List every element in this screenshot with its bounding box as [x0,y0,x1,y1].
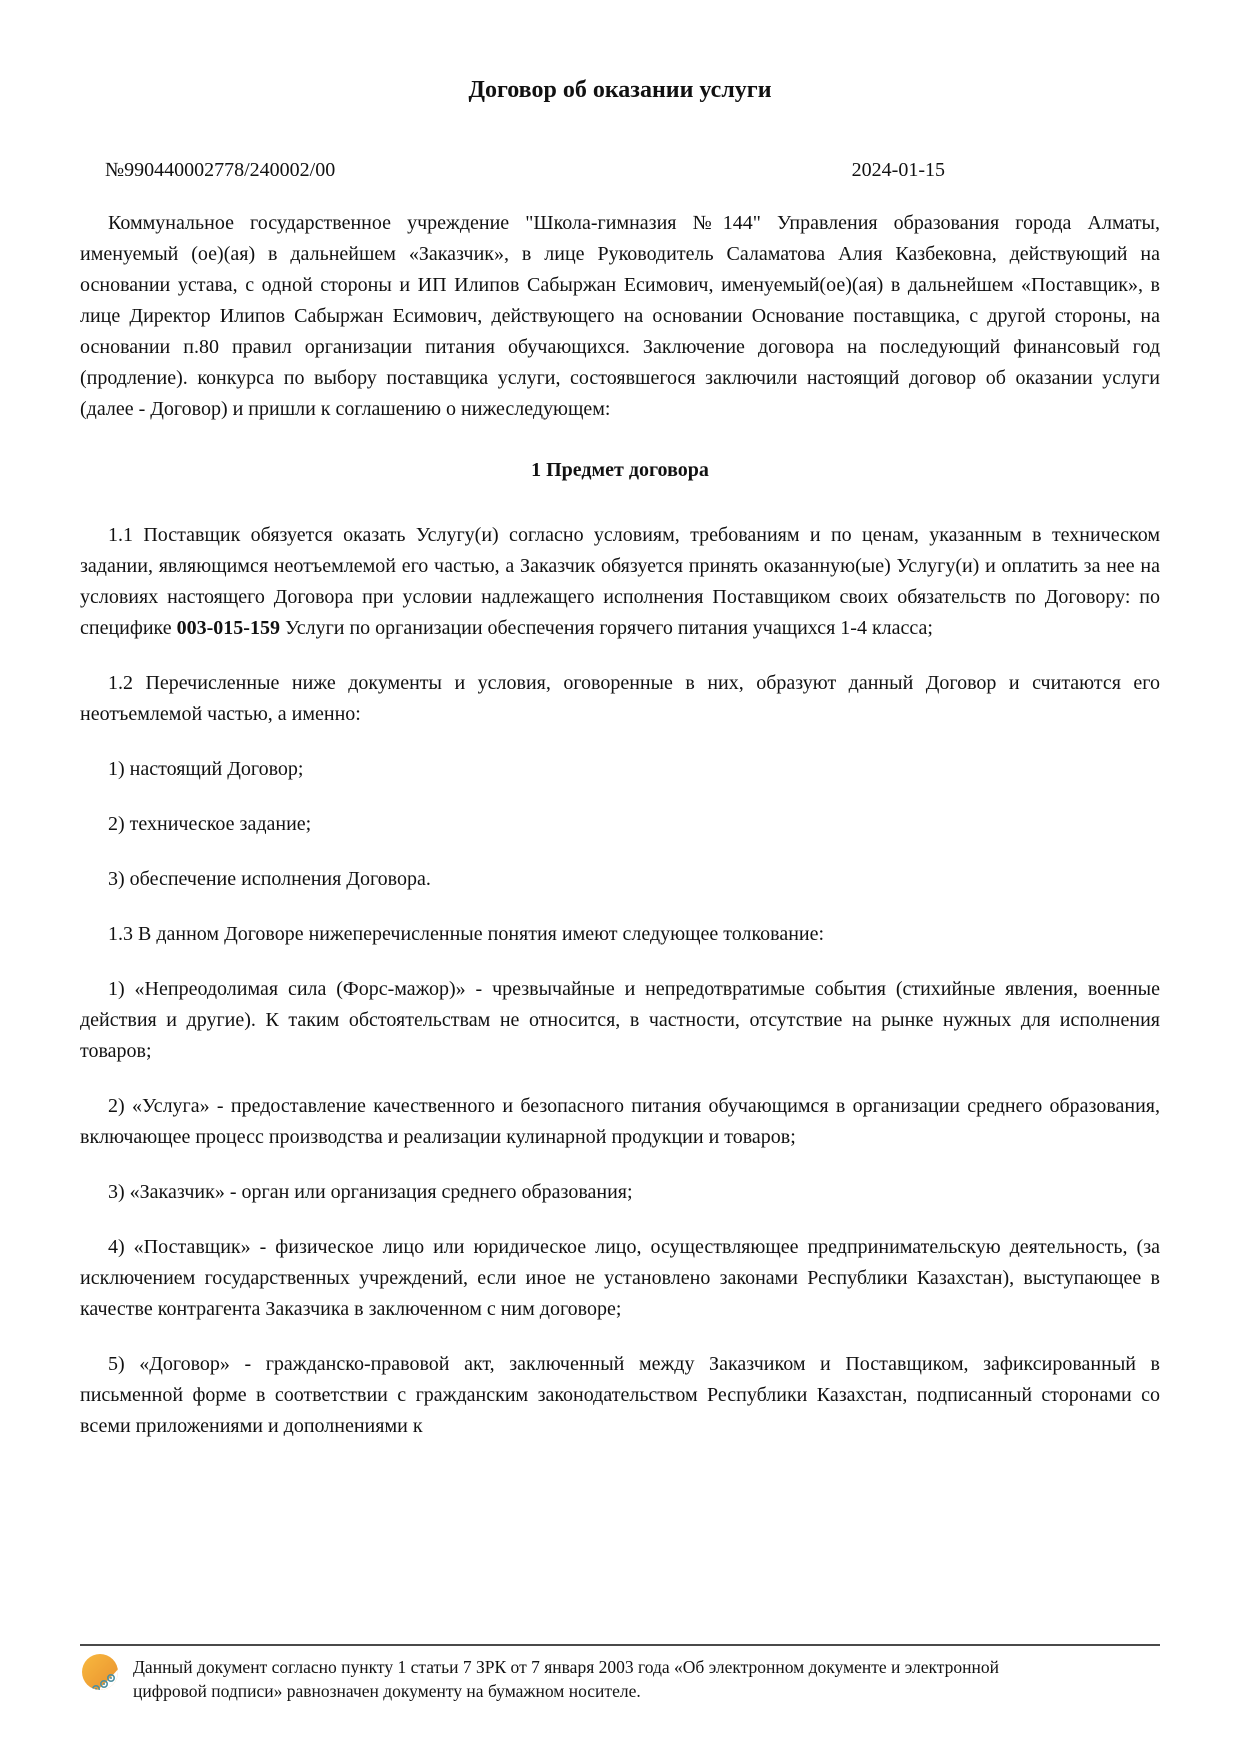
page-title: Договор об оказании услуги [468,77,772,103]
contract-date: 2024-01-15 [851,158,945,181]
egov-signature-logo-icon [80,1653,124,1697]
clause-1-3: 1.3 В данном Договоре нижеперечисленные понятия имеют следующее толкование: [108,922,825,945]
clause-1-2-item-3: 3) обеспечение исполнения Договора. [108,867,431,890]
contract-number: №990440002778/240002/00 [105,158,336,181]
clause-1-2: 1.2 Перечисленные ниже документы и условия, оговоренные в них, образуют данный Договор и считаются его неотъемлемой частью, а именно: [80,671,1160,725]
document-meta-row [80,159,1160,182]
clause-1-1-tail: Услуги по организации обеспечения горячего питания учащихся 1-4 класса; [279,616,933,639]
spec-code: 003-015-159 [176,616,280,639]
clause-1-3-item-3: 3) «Заказчик» - орган или организация среднего образования; [108,1180,633,1203]
clause-1-2-item-1: 1) настоящий Договор; [108,757,304,780]
clause-1-1 [80,520,1160,644]
intro-paragraph: Коммунальное государственное учреждение "Школа-гимназия №144" Управления образования города Алматы, именуемый (ое)(ая) в дальнейшем «Заказчик», в лице Руководитель Саламатова Алия Казбековна, действующий на основании устава, с одной стороны и ИП Илипов Сабыржан Есимович, именуемый(ое)(ая) в дальнейшем «Поставщик», в лице Директор Илипов Сабыржан Есимович, действующего на основании Основание поставщика, с другой стороны, на основании п.80 правил организации питания обучающихся. Заключение договора на последующий финансовый год (продление). конкурса по выбору поставщика услуги, состоявшегося заключили настоящий договор об оказании услуги (далее - Договор) и пришли к соглашению о нижеследующем: [80,211,1160,420]
clause-1-3-item-5: 5) «Договор» - гражданско-правовой акт, заключенный между Заказчиком и Поставщиком, зафиксированный в письменной форме в соответствии с гражданским законодательством Республики Казахстан, подписанный сторонами со всеми приложениями и дополнениями к [80,1352,1160,1437]
clause-1-3-item-1: 1) «Непреодолимая сила (Форс-мажор)» - чрезвычайные и непредотвратимые события (стихийные явления, военные действия и другие). К таким обстоятельствам не относится, в частности, отсутствие на рынке нужных для исполнения товаров; [80,977,1160,1062]
clause-1-1-text: 1.1 Поставщик обязуется оказать Услугу(и) согласно условиям, требованиям и по ценам, указанным в техническом задании, являющимся неотъемлемой его частью, а Заказчик обязуется принять оказанную(ые) Услугу(и) и оплатить за нее на условиях настоящего Договора при условии надлежащего исполнения Поставщиком своих обязательств по Договору: по специфике [80,523,1160,639]
section-1-heading: 1 Предмет договора [531,458,709,481]
clause-1-3-item-2: 2) «Услуга» - предоставление качественного и безопасного питания обучающимся в организации среднего образования, включающее процесс производства и реализации кулинарной продукции и товаров; [80,1094,1160,1148]
clause-1-2-item-2: 2) техническое задание; [108,812,312,835]
document-body [80,208,1160,1442]
signature-disclaimer-text: Данный документ согласно пункту 1 статьи 7 ЗРК от 7 января 2003 года «Об электронном документе и электронной цифровой подписи» равнозначен документу на бумажном носителе. [133,1657,999,1702]
clause-1-3-item-4: 4) «Поставщик» - физическое лицо или юридическое лицо, осуществляющее предпринимательскую деятельность, (за исключением государственных учреждений, если иное не установлено законами Республики Казахстан), выступающее в качестве контрагента Заказчика в заключенном с ним договоре; [80,1235,1160,1320]
digital-signature-footer [80,1644,1160,1747]
